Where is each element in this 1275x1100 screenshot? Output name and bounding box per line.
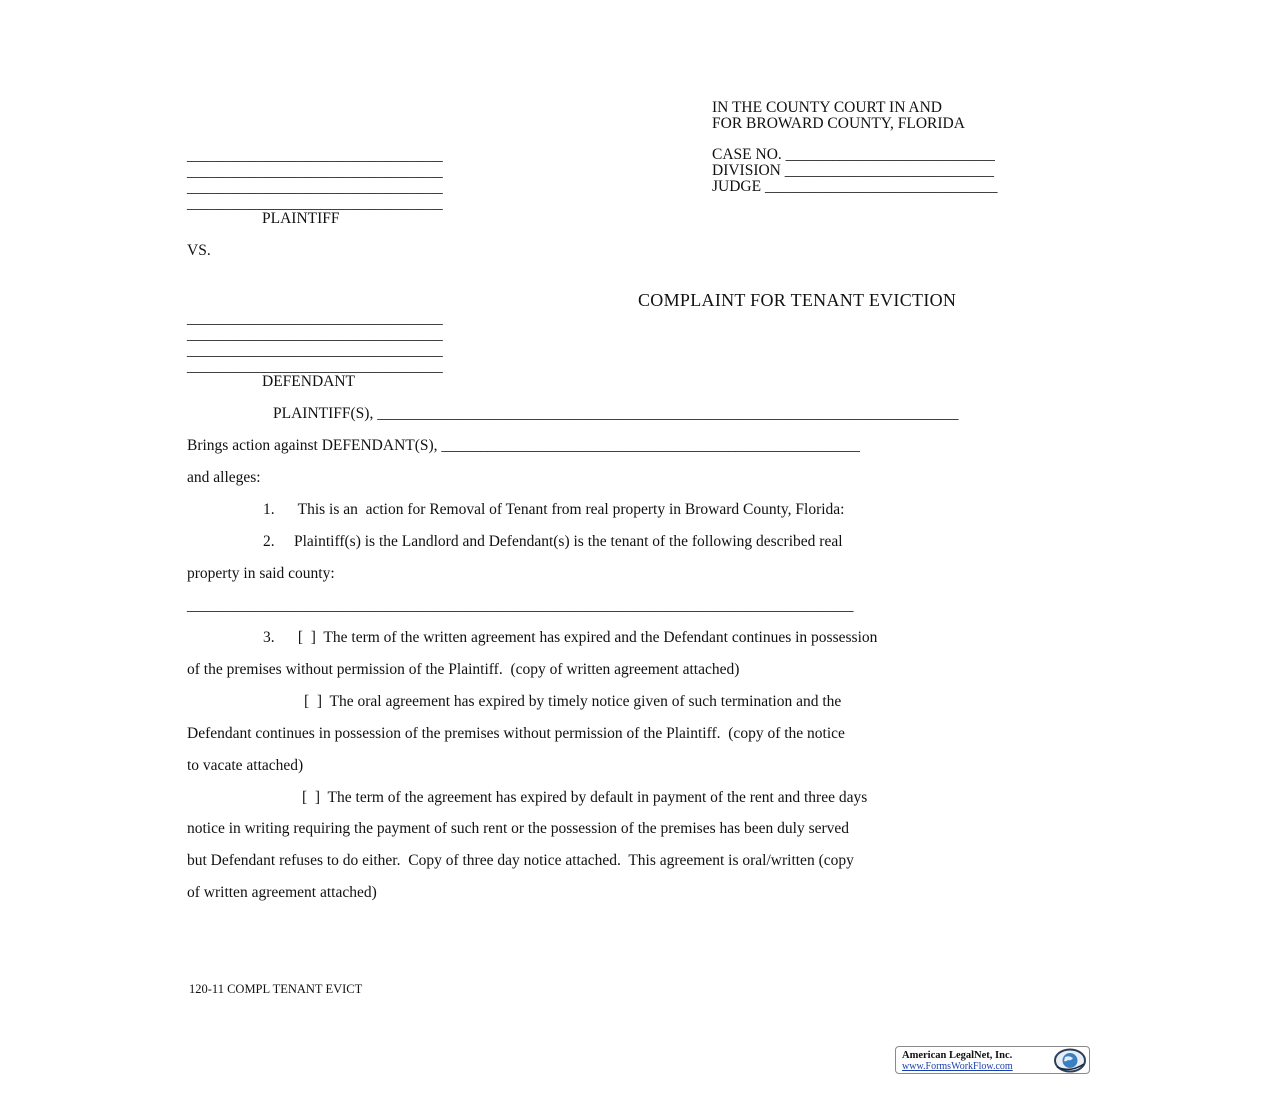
badge-company-name: American LegalNet, Inc. (902, 1050, 1013, 1061)
plaintiffs-line: PLAINTIFF(S), ___________________________________________________________________________ (273, 405, 959, 422)
plaintiff-name-line: _________________________________ (187, 163, 443, 180)
plaintiff-name-line: _________________________________ (187, 179, 443, 196)
division-field: DIVISION ___________________________ (712, 162, 995, 179)
plaintiff-name-line: _________________________________ (187, 195, 443, 212)
allegation-3-written-cont: of the premises without permission of the Plaintiff. (copy of written agreement attached) (187, 661, 740, 678)
defendant-name-line: _________________________________ (187, 342, 443, 359)
property-description-line: ______________________________________________________________________________________ (187, 597, 854, 614)
allegation-3-oral-cont: Defendant continues in possession of the premises without permission of the Plaintiff. (copy of the notice (187, 725, 845, 742)
allegation-3-written: 3. [ ] The term of the written agreement has expired and the Defendant continues in possession (263, 629, 878, 646)
allegation-3-oral: [ ] The oral agreement has expired by timely notice given of such termination and the (304, 693, 842, 710)
allegation-2-cont: property in said county: (187, 565, 335, 582)
brings-action-line: Brings action against DEFENDANT(S), ______________________________________________________ (187, 437, 860, 454)
badge-url-link[interactable]: www.FormsWorkFlow.com (902, 1061, 1013, 1072)
court-name-line2: FOR BROWARD COUNTY, FLORIDA (712, 115, 965, 132)
defendant-name-line: _________________________________ (187, 310, 443, 327)
globe-logo-icon (1053, 1048, 1087, 1073)
court-name-line1: IN THE COUNTY COURT IN AND (712, 99, 942, 116)
allegation-3-default-cont: of written agreement attached) (187, 884, 377, 901)
allegation-3-default-cont: but Defendant refuses to do either. Copy of three day notice attached. This agreement is oral/written (copy (187, 852, 854, 869)
form-code: 120-11 COMPL TENANT EVICT (189, 982, 363, 996)
allegation-3-default: [ ] The term of the agreement has expired by default in payment of the rent and three days (302, 789, 868, 806)
defendant-name-line: _________________________________ (187, 326, 443, 343)
defendant-label: DEFENDANT (262, 373, 355, 390)
case-number-field: CASE NO. ___________________________ (712, 146, 995, 163)
plaintiff-name-line: _________________________________ (187, 147, 443, 164)
document-title: COMPLAINT FOR TENANT EVICTION (638, 290, 957, 310)
plaintiff-label: PLAINTIFF (262, 210, 340, 227)
legalnet-badge[interactable] (895, 1046, 1090, 1074)
alleges-line: and alleges: (187, 469, 261, 486)
allegation-3-oral-cont: to vacate attached) (187, 757, 304, 774)
judge-field: JUDGE ______________________________ (712, 178, 998, 195)
allegation-1: 1. This is an action for Removal of Tenant from real property in Broward County, Florida: (263, 501, 845, 518)
versus-label: VS. (187, 242, 211, 259)
allegation-2: 2. Plaintiff(s) is the Landlord and Defendant(s) is the tenant of the following described real (263, 533, 843, 550)
defendant-name-line: _________________________________ (187, 358, 443, 375)
allegation-3-default-cont: notice in writing requiring the payment of such rent or the possession of the premises has been duly served (187, 820, 850, 837)
